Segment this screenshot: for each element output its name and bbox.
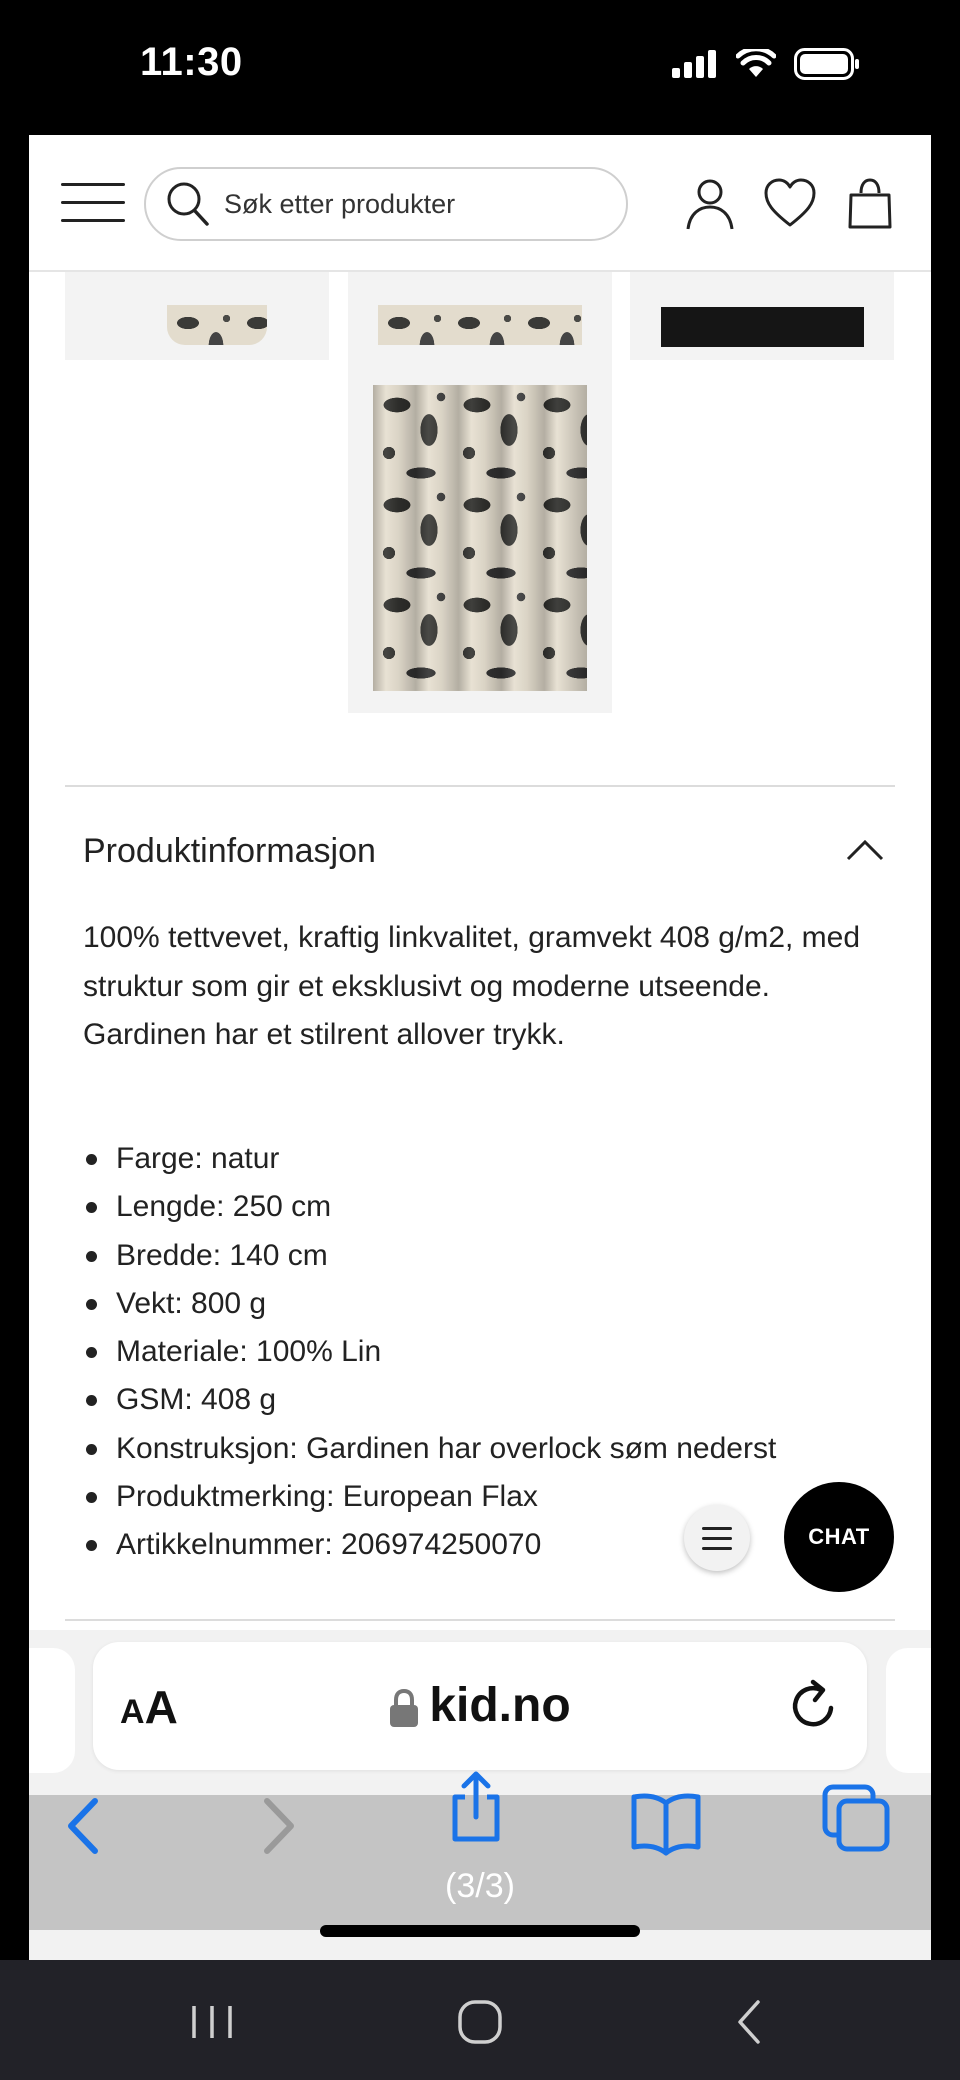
status-time: 11:30 <box>140 40 243 84</box>
back-icon[interactable] <box>49 1789 123 1863</box>
home-indicator[interactable] <box>320 1925 640 1937</box>
spec-item: Produktmerking: European Flax <box>83 1473 776 1521</box>
shopping-bag-icon[interactable] <box>842 175 898 231</box>
status-icons <box>672 48 860 80</box>
account-icon[interactable] <box>682 175 738 231</box>
spec-item: Konstruksjon: Gardinen har overlock søm nederst <box>83 1425 776 1473</box>
chevron-up-icon[interactable] <box>845 835 885 865</box>
browser-viewport <box>29 135 931 1960</box>
tabs-icon[interactable] <box>819 1781 893 1855</box>
status-bar <box>0 0 960 135</box>
safari-bottom-bar <box>29 1630 931 1960</box>
spec-item: GSM: 408 g <box>83 1376 776 1424</box>
previous-tab-preview[interactable] <box>29 1648 75 1773</box>
back-nav-icon[interactable] <box>720 1992 780 2052</box>
next-tab-preview[interactable] <box>886 1648 931 1773</box>
product-thumbnail-selected[interactable] <box>348 360 612 713</box>
recent-apps-icon[interactable] <box>182 1992 242 2052</box>
product-image <box>378 305 582 345</box>
spec-item: Vekt: 800 g <box>83 1280 776 1328</box>
product-description: 100% tettvevet, kraftig linkvalitet, gramvekt 408 g/m2, med struktur som gir et eksklusivt og moderne utseende. Gardinen har et stilrent allover trykk. <box>83 921 861 1051</box>
spec-item: Artikkelnummer: 206974250070 <box>83 1521 776 1569</box>
floating-menu-button[interactable] <box>684 1505 750 1571</box>
product-spec-list <box>83 1135 776 1570</box>
product-image <box>661 307 864 347</box>
url-text: kid.no <box>429 1679 571 1732</box>
curtain-image <box>373 385 587 691</box>
product-info-heading[interactable]: Produktinformasjon <box>83 832 376 870</box>
search-input[interactable] <box>144 167 628 241</box>
spec-item: Farge: natur <box>83 1135 776 1183</box>
bookmarks-icon[interactable] <box>629 1785 703 1859</box>
reload-icon[interactable] <box>785 1678 841 1734</box>
spec-item: Bredde: 140 cm <box>83 1232 776 1280</box>
cellular-signal-icon <box>672 50 718 78</box>
search-icon <box>166 181 210 227</box>
lock-icon <box>389 1688 419 1728</box>
text-size-button[interactable]: AA <box>120 1681 178 1733</box>
safari-toolbar <box>29 1795 931 1930</box>
wifi-icon <box>736 49 776 79</box>
product-image <box>167 305 267 345</box>
share-icon[interactable] <box>439 1769 513 1843</box>
url-display[interactable] <box>93 1678 867 1733</box>
menu-button[interactable] <box>61 183 125 223</box>
home-icon[interactable] <box>450 1992 510 2052</box>
section-divider <box>65 785 895 787</box>
spec-item: Lengde: 250 cm <box>83 1183 776 1231</box>
system-navigation-bar <box>0 1960 960 2080</box>
search-placeholder: Søk etter produkter <box>224 188 456 219</box>
chat-button[interactable]: CHAT <box>784 1482 894 1592</box>
page-indicator: (3/3) <box>445 1867 515 1905</box>
section-divider <box>65 1619 895 1621</box>
spec-item: Materiale: 100% Lin <box>83 1328 776 1376</box>
wishlist-heart-icon[interactable] <box>762 175 818 231</box>
battery-icon <box>794 48 860 80</box>
address-bar[interactable] <box>93 1642 867 1770</box>
site-header <box>29 135 931 272</box>
forward-icon[interactable] <box>239 1789 313 1863</box>
